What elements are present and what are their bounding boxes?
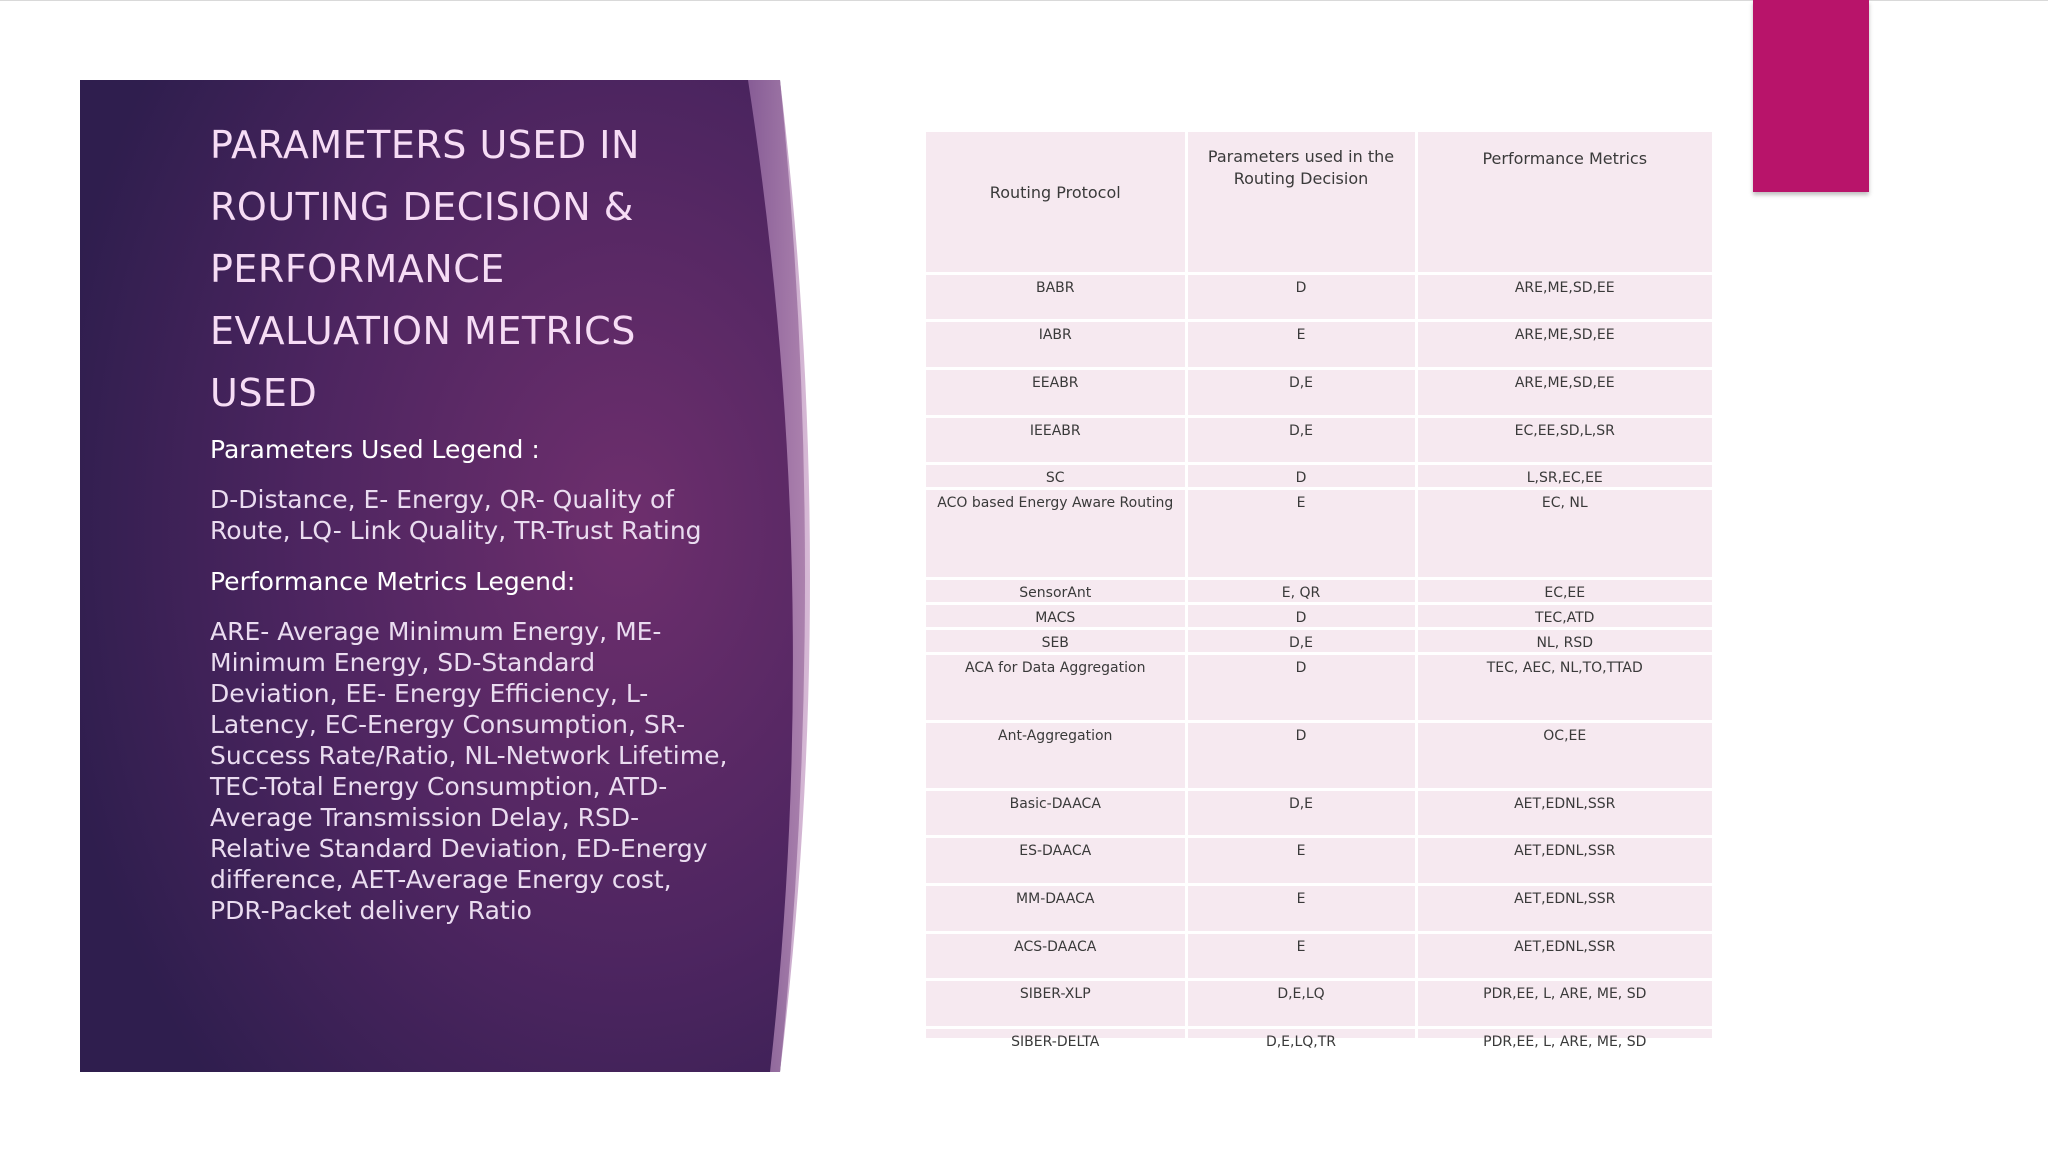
metrics-cell: ARE,ME,SD,EE (1416, 274, 1712, 321)
parameters-cell: D,E (1186, 790, 1416, 837)
metrics-legend-heading: Performance Metrics Legend: (210, 567, 576, 596)
protocol-cell: SensorAnt (926, 579, 1186, 604)
protocol-cell: EEABR (926, 369, 1186, 417)
metrics-cell: AET,EDNL,SSR (1416, 933, 1712, 980)
table-row (926, 885, 1712, 933)
title-panel (80, 80, 816, 1072)
parameters-cell: D (1186, 722, 1416, 790)
table-row (926, 604, 1712, 629)
table-row (926, 980, 1712, 1028)
parameters-cell: D,E,LQ (1186, 980, 1416, 1028)
table-row (926, 579, 1712, 604)
protocol-cell: IEEABR (926, 417, 1186, 464)
parameters-cell: D,E,LQ,TR (1186, 1028, 1416, 1075)
table-row (926, 933, 1712, 980)
table-row (926, 722, 1712, 790)
table-row (926, 321, 1712, 369)
parameters-cell: D,E (1186, 417, 1416, 464)
protocol-cell: SIBER-DELTA (926, 1028, 1186, 1075)
table-row (926, 837, 1712, 885)
parameters-cell: E (1186, 321, 1416, 369)
metrics-cell: OC,EE (1416, 722, 1712, 790)
protocol-cell: IABR (926, 321, 1186, 369)
metrics-legend-text: ARE- Average Minimum Energy, ME-Minimum Energy, SD-Standard Deviation, EE- Energy Efficiency, L- Latency, EC-Energy Consumption, SR-Success Rate/Ratio, NL-Network Lifetime, TEC-Total Energy Consumption, ATD-Average Transmission Delay, RSD-Relative Standard Deviation, ED-Energy difference, AET-Average Energy cost, PDR-Packet delivery Ratio (210, 617, 728, 925)
header-routing-protocol: Routing Protocol (989, 183, 1121, 202)
metrics-cell: TEC, AEC, NL,TO,TTAD (1416, 654, 1712, 722)
protocol-cell: SEB (926, 629, 1186, 654)
table-row (926, 417, 1712, 464)
metrics-cell: NL, RSD (1416, 629, 1712, 654)
protocol-cell: Ant-Aggregation (926, 722, 1186, 790)
protocol-cell: SIBER-XLP (926, 980, 1186, 1028)
parameters-cell: E (1186, 933, 1416, 980)
parameters-cell: E, QR (1186, 579, 1416, 604)
parameters-cell: D (1186, 604, 1416, 629)
parameters-cell: E (1186, 837, 1416, 885)
parameters-cell: E (1186, 885, 1416, 933)
protocol-cell: SC (926, 464, 1186, 489)
protocol-cell: BABR (926, 274, 1186, 321)
protocol-table (926, 132, 1712, 1050)
table-row (926, 464, 1712, 489)
metrics-cell: AET,EDNL,SSR (1416, 885, 1712, 933)
metrics-cell: EC, NL (1416, 489, 1712, 579)
parameters-cell: D (1186, 274, 1416, 321)
table-row (926, 1028, 1712, 1075)
table-row (926, 369, 1712, 417)
parameters-legend-heading: Parameters Used Legend : (210, 435, 540, 464)
protocol-cell: ACA for Data Aggregation (926, 654, 1186, 722)
metrics-cell: PDR,EE, L, ARE, ME, SD (1416, 1028, 1712, 1075)
table-row (926, 489, 1712, 579)
table-row (926, 654, 1712, 722)
metrics-cell: ARE,ME,SD,EE (1416, 321, 1712, 369)
protocol-cell: ACO based Energy Aware Routing (926, 489, 1186, 579)
table-row (926, 274, 1712, 321)
metrics-cell: EC,EE (1416, 579, 1712, 604)
metrics-cell: PDR,EE, L, ARE, ME, SD (1416, 980, 1712, 1028)
metrics-cell: ARE,ME,SD,EE (1416, 369, 1712, 417)
protocol-cell: ACS-DAACA (926, 933, 1186, 980)
parameters-cell: D (1186, 654, 1416, 722)
protocol-cell: MACS (926, 604, 1186, 629)
parameters-cell: E (1186, 489, 1416, 579)
metrics-cell: AET,EDNL,SSR (1416, 790, 1712, 837)
parameters-legend-text: D-Distance, E- Energy, QR- Quality of Route, LQ- Link Quality, TR-Trust Rating (210, 485, 702, 545)
table-header-row (926, 132, 1712, 274)
top-border (0, 0, 2048, 1)
slide-title: PARAMETERS USED IN ROUTING DECISION & PERFORMANCE EVALUATION METRICS USED (210, 123, 640, 415)
metrics-cell: TEC,ATD (1416, 604, 1712, 629)
metrics-cell: EC,EE,SD,L,SR (1416, 417, 1712, 464)
metrics-cell: L,SR,EC,EE (1416, 464, 1712, 489)
table-row (926, 629, 1712, 654)
protocol-cell: ES-DAACA (926, 837, 1186, 885)
table-row (926, 790, 1712, 837)
protocol-cell: MM-DAACA (926, 885, 1186, 933)
parameters-cell: D,E (1186, 629, 1416, 654)
header-parameters: Parameters used in the Routing Decision (1186, 132, 1416, 274)
metrics-cell: AET,EDNL,SSR (1416, 837, 1712, 885)
parameters-cell: D,E (1186, 369, 1416, 417)
accent-bar (1753, 0, 1869, 192)
parameters-cell: D (1186, 464, 1416, 489)
header-performance-metrics: Performance Metrics (1416, 132, 1712, 274)
protocol-cell: Basic-DAACA (926, 790, 1186, 837)
